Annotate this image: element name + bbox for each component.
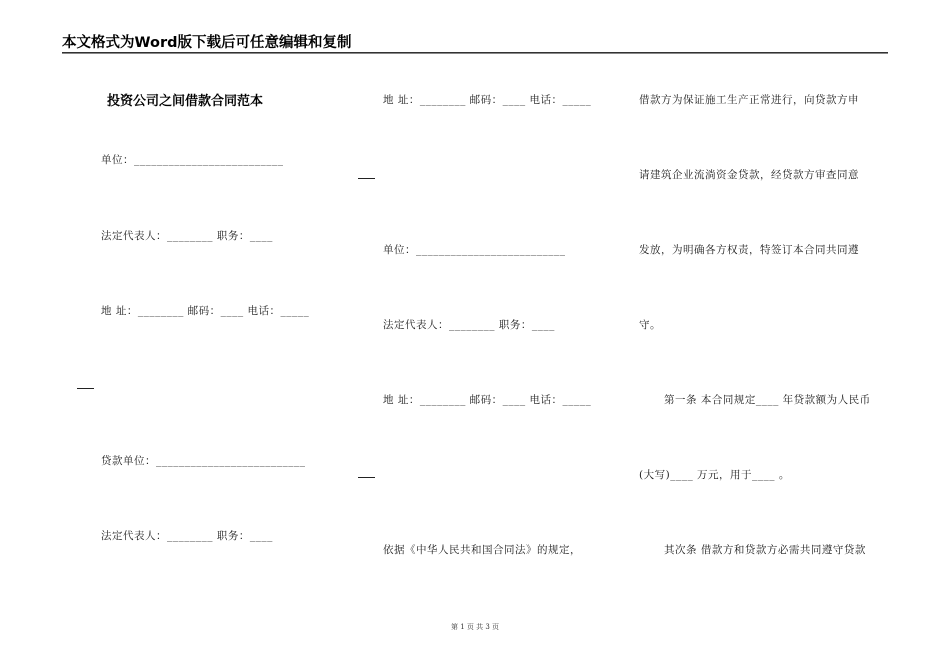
party-b-legal-rep: 法定代表人：________ 职务：____ <box>383 319 555 331</box>
party-a-legal-rep: 法定代表人：________ 职务：____ <box>101 230 273 242</box>
legal-basis: 依据《中华人民共和国合同法》的规定， <box>383 544 581 556</box>
lender-legal-rep: 法定代表人：________ 职务：____ <box>101 530 273 542</box>
header-text: 本文格式为Word版下载后可任意编辑和复制 <box>62 35 352 51</box>
page-header <box>62 34 888 52</box>
party-a-address: 地 址：________ 邮码：____ 电话：_____ <box>101 305 310 317</box>
body-line-4: 守。 <box>639 319 661 331</box>
party-a-unit: 单位：__________________________ <box>101 154 284 166</box>
separator-dash <box>77 388 94 389</box>
article-2-line-1: 其次条 借款方和贷款方必需共同遵守贷款 <box>664 544 866 556</box>
body-line-1: 借款方为保证施工生产正常进行，向贷款方申 <box>639 94 859 106</box>
body-line-3: 发放，为明确各方权责，特签订本合同共同遵 <box>639 244 859 256</box>
party-b-address: 地 址：________ 邮码：____ 电话：_____ <box>383 394 592 406</box>
separator-dash <box>358 178 375 179</box>
article-1-line-2: (大写)____ 万元，用于____ 。 <box>639 469 790 481</box>
lender-unit: 贷款单位：__________________________ <box>101 455 306 467</box>
header-rule <box>62 52 888 54</box>
article-1-line-1: 第一条 本合同规定____ 年贷款额为人民币 <box>664 394 871 406</box>
page-number: 第 1 页 共 3 页 <box>450 623 500 631</box>
body-line-2: 请建筑企业流淌资金贷款，经贷款方审查同意 <box>639 169 859 181</box>
lender-address: 地 址：________ 邮码：____ 电话：_____ <box>383 94 592 106</box>
party-b-unit: 单位：__________________________ <box>383 244 566 256</box>
separator-dash <box>358 477 375 478</box>
document-title: 投资公司之间借款合同范本 <box>107 94 264 109</box>
